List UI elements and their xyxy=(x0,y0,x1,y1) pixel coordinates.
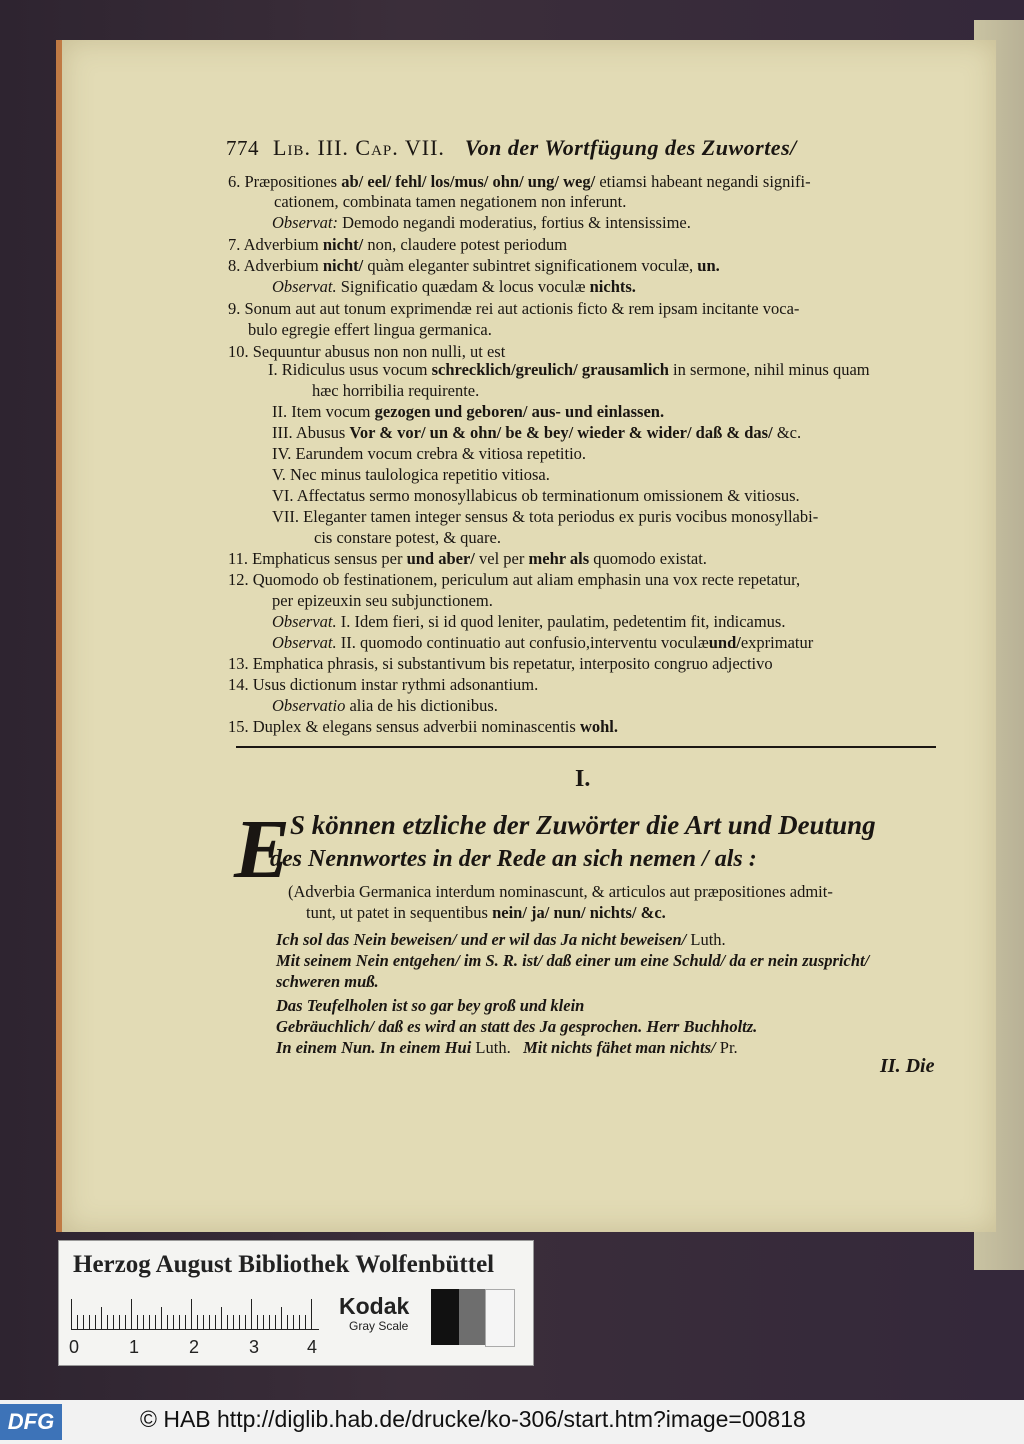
drop-cap: E xyxy=(234,803,291,896)
line-10: 10. Sequuntur abusus non non nulli, ut est xyxy=(228,342,506,361)
line-9b: bulo egregie effert lingua germanica. xyxy=(248,320,492,339)
line-6b: cationem, combinata tamen negationem non inferunt. xyxy=(274,192,627,211)
ruler-tick xyxy=(209,1315,210,1329)
line-12: 12. Quomodo ob festinationem, periculum aut aliam emphasin una vox recte repetatur, xyxy=(228,570,801,589)
line-I: I. Ridiculus usus vocum schrecklich/greulich/ grausamlich in sermone, nihil minus quam xyxy=(268,360,870,379)
ruler-tick xyxy=(125,1315,126,1329)
quote-1: Ich sol das Nein beweisen/ und er wil das Ja nicht beweisen/ Luth. xyxy=(276,930,726,949)
line-11: 11. Emphaticus sensus per und aber/ vel per mehr als quomodo existat. xyxy=(228,549,707,568)
ruler-tick xyxy=(89,1315,90,1329)
ruler-tick xyxy=(299,1315,300,1329)
line-6a: 6. Præpositiones ab/ eel/ fehl/ los/mus/ ohn/ ung/ weg/ etiamsi habeant negandi signifi- xyxy=(228,172,811,191)
ruler-number-4: 4 xyxy=(307,1337,318,1357)
ruler-tick xyxy=(221,1307,222,1329)
quote-3: schweren muß. xyxy=(276,972,379,991)
line-V: V. Nec minus taulologica repetitio vitiosa. xyxy=(272,465,550,484)
line-9a: 9. Sonum aut aut tonum exprimendæ rei aut actionis ficto & rem ipsam incitante voca- xyxy=(228,299,800,318)
ruler-number-1: 1 xyxy=(129,1337,140,1357)
ruler-tick xyxy=(95,1315,96,1329)
ruler-tick xyxy=(215,1315,216,1329)
line-8: 8. Adverbium nicht/ quàm eleganter subintret significationem voculæ, un. xyxy=(228,256,720,275)
line-12b: per epizeuxin seu subjunctionem. xyxy=(272,591,493,610)
section-divider xyxy=(236,746,936,748)
section-heading-line1: S können etzliche der Zuwörter die Art und Deutung xyxy=(290,810,876,840)
dfg-logo: DFG xyxy=(0,1404,62,1440)
line-14: 14. Usus dictionum instar rythmi adsonantium. xyxy=(228,675,539,694)
ruler-number-2: 2 xyxy=(189,1337,200,1357)
line-VIIb: cis constare potest, & quare. xyxy=(314,528,501,547)
ruler-tick xyxy=(185,1315,186,1329)
ruler-tick xyxy=(155,1315,156,1329)
catchword: II. Die xyxy=(880,1055,935,1077)
ruler-tick xyxy=(305,1315,306,1329)
ruler-tick xyxy=(161,1307,162,1329)
ruler-tick xyxy=(173,1315,174,1329)
latin-note-2: tunt, ut patet in sequentibus nein/ ja/ nun/ nichts/ &c. xyxy=(306,903,666,922)
section-heading-line2: des Nennwortes in der Rede an sich nemen / als : xyxy=(270,846,757,872)
running-header xyxy=(226,135,797,161)
ruler-tick xyxy=(107,1315,108,1329)
ruler-tick xyxy=(197,1315,198,1329)
library-target-card xyxy=(58,1240,534,1366)
ruler-tick xyxy=(203,1315,204,1329)
ruler-tick xyxy=(167,1315,168,1329)
swatch-gray xyxy=(459,1289,485,1345)
line-II: II. Item vocum gezogen und geboren/ aus- und einlassen. xyxy=(272,402,665,421)
library-name: Herzog August Bibliothek Wolfenbüttel xyxy=(73,1251,495,1278)
line-IV: IV. Earundem vocum crebra & vitiosa repetitio. xyxy=(272,444,587,463)
section-numeral: I. xyxy=(575,766,591,792)
ruler-tick xyxy=(281,1307,282,1329)
ruler-tick xyxy=(179,1315,180,1329)
line-Ib: hæc horribilia requirente. xyxy=(312,381,480,400)
ruler-tick xyxy=(287,1315,288,1329)
ruler-tick xyxy=(131,1299,132,1329)
ruler-tick xyxy=(233,1315,234,1329)
ruler-tick xyxy=(263,1315,264,1329)
ruler-tick xyxy=(113,1315,114,1329)
measurement-ruler xyxy=(71,1297,319,1330)
ruler-tick xyxy=(257,1315,258,1329)
ruler-tick xyxy=(137,1315,138,1329)
line-VII: VII. Eleganter tamen integer sensus & tota periodus ex puris vocibus monosyllabi- xyxy=(272,507,819,526)
line-12c: Observat. I. Idem fieri, si id quod leniter, paulatim, pedetentim fit, indicamus. xyxy=(272,612,786,631)
quote-4: Das Teufelholen ist so gar bey groß und klein xyxy=(276,996,585,1015)
kodak-logo: Kodak xyxy=(339,1293,410,1319)
line-7: 7. Adverbium nicht/ non, claudere potest periodum xyxy=(228,235,568,254)
swatch-white xyxy=(485,1289,515,1347)
ruler-number-3: 3 xyxy=(249,1337,260,1357)
ruler-tick xyxy=(191,1299,192,1329)
line-VI: VI. Affectatus sermo monosyllabicus ob terminationum omissionem & vitiosus. xyxy=(272,486,800,505)
ruler-tick xyxy=(275,1315,276,1329)
ruler-tick xyxy=(269,1315,270,1329)
gray-scale-label: Gray Scale xyxy=(349,1319,409,1333)
quote-2: Mit seinem Nein entgehen/ im S. R. ist/ daß einer um eine Schuld/ da er nein zuspricht/ xyxy=(276,951,870,970)
ruler-tick xyxy=(311,1299,312,1329)
quote-5: Gebräuchlich/ daß es wird an statt des Ja gesprochen. Herr Buchholtz. xyxy=(276,1017,758,1036)
book-reference: Lib. III. Cap. VII. xyxy=(273,135,445,160)
copyright-link[interactable]: © HAB http://diglib.hab.de/drucke/ko-306/start.htm?image=00818 xyxy=(140,1406,806,1432)
ruler-number-0: 0 xyxy=(69,1337,80,1357)
ruler-tick xyxy=(119,1315,120,1329)
latin-note-1: (Adverbia Germanica interdum nominascunt, & articulos aut præpositiones admit- xyxy=(288,882,833,901)
ruler-tick xyxy=(227,1315,228,1329)
ruler-tick xyxy=(77,1315,78,1329)
ruler-tick xyxy=(293,1315,294,1329)
line-14b: Observatio alia de his dictionibus. xyxy=(272,696,498,715)
chapter-title: Von der Wortfügung des Zuwortes/ xyxy=(464,135,797,160)
line-III: III. Abusus Vor & vor/ un & ohn/ be & bey/ wieder & wider/ daß & das/ &c. xyxy=(272,423,802,442)
ruler-tick xyxy=(251,1299,252,1329)
line-8b: Observat. Significatio quædam & locus voculæ nichts. xyxy=(272,277,636,296)
ruler-tick xyxy=(245,1315,246,1329)
ruler-tick xyxy=(239,1315,240,1329)
line-13: 13. Emphatica phrasis, si substantivum bis repetatur, interposito congruo adjectivo xyxy=(228,654,773,673)
ruler-tick xyxy=(149,1315,150,1329)
ruler-tick xyxy=(101,1307,102,1329)
ruler-tick xyxy=(83,1315,84,1329)
quote-6: In einem Nun. In einem Hui Luth. Mit nichts fähet man nichts/ Pr. xyxy=(276,1038,738,1057)
ruler-tick xyxy=(71,1299,72,1329)
swatch-black xyxy=(431,1289,459,1345)
page-number: 774 xyxy=(226,136,259,160)
line-15: 15. Duplex & elegans sensus adverbii nominascentis wohl. xyxy=(228,717,618,736)
ruler-tick xyxy=(143,1315,144,1329)
line-12d: Observat. II. quomodo continuatio aut confusio,interventu voculæund/exprimatur xyxy=(272,633,814,652)
line-6c: Observat: Demodo negandi moderatius, fortius & intensissime. xyxy=(272,213,691,232)
